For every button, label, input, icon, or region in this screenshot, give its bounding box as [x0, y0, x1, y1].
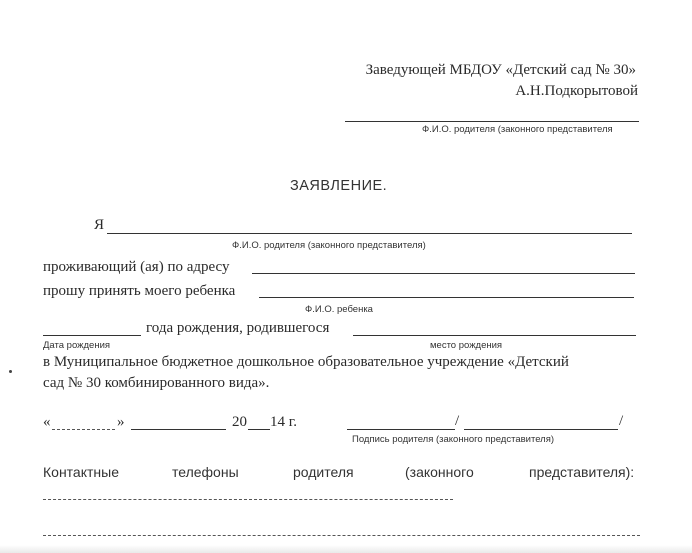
child-caption: Ф.И.О. ребенка: [305, 304, 373, 315]
signature-decoding-line[interactable]: [464, 429, 618, 430]
birth-place-line[interactable]: [353, 335, 636, 336]
address-label: проживающий (ая) по адресу: [43, 259, 230, 275]
close-quote: »: [117, 414, 125, 430]
page-title: ЗАЯВЛЕНИЕ.: [290, 178, 388, 194]
birth-place-caption: место рождения: [430, 340, 503, 351]
scan-speck: [9, 370, 12, 373]
open-quote: «: [43, 414, 51, 430]
year-line[interactable]: [248, 429, 270, 430]
ya-label: Я: [94, 217, 105, 233]
year-prefix: 20: [232, 414, 247, 430]
fio-line[interactable]: [107, 233, 632, 234]
institution-line-2: сад № 30 комбинированного вида».: [43, 375, 270, 391]
contacts-word-2: телефоны: [172, 464, 239, 480]
contacts-word-4: (законного: [405, 464, 474, 480]
fio-caption: Ф.И.О. родителя (законного представителя): [232, 240, 426, 251]
birth-date-line[interactable]: [43, 335, 141, 336]
child-name-line[interactable]: [259, 297, 634, 298]
institution-line-1: в Муниципальное бюджетное дошкольное образовательное учреждение «Детский: [43, 354, 569, 370]
birth-year-label: года рождения, родившегося: [146, 320, 330, 336]
year-suffix: 14 г.: [270, 414, 297, 430]
slash-2: /: [619, 413, 624, 429]
signature-line[interactable]: [347, 429, 455, 430]
birth-date-caption: Дата рождения: [43, 340, 111, 351]
header-name: А.Н.Подкорытовой: [515, 83, 638, 99]
month-line[interactable]: [131, 429, 226, 430]
request-label: прошу принять моего ребенка: [43, 283, 236, 299]
address-line[interactable]: [252, 273, 635, 274]
day-line[interactable]: [52, 429, 115, 430]
phone-line-1[interactable]: [43, 499, 453, 500]
contacts-word-1: Контактные: [43, 464, 119, 480]
scan-edge: [0, 545, 692, 553]
signature-caption: Подпись родителя (законного представителя): [352, 434, 555, 445]
contacts-word-5: представителя):: [529, 464, 635, 480]
contacts-word-3: родителя: [293, 464, 354, 480]
slash-1: /: [455, 413, 460, 429]
phone-line-2[interactable]: [43, 535, 640, 536]
header-parent-caption: Ф.И.О. родителя (законного представителя: [422, 124, 613, 135]
parent-name-line[interactable]: [345, 121, 639, 122]
header-recipient: Заведующей МБДОУ «Детский сад № 30»: [365, 62, 636, 78]
